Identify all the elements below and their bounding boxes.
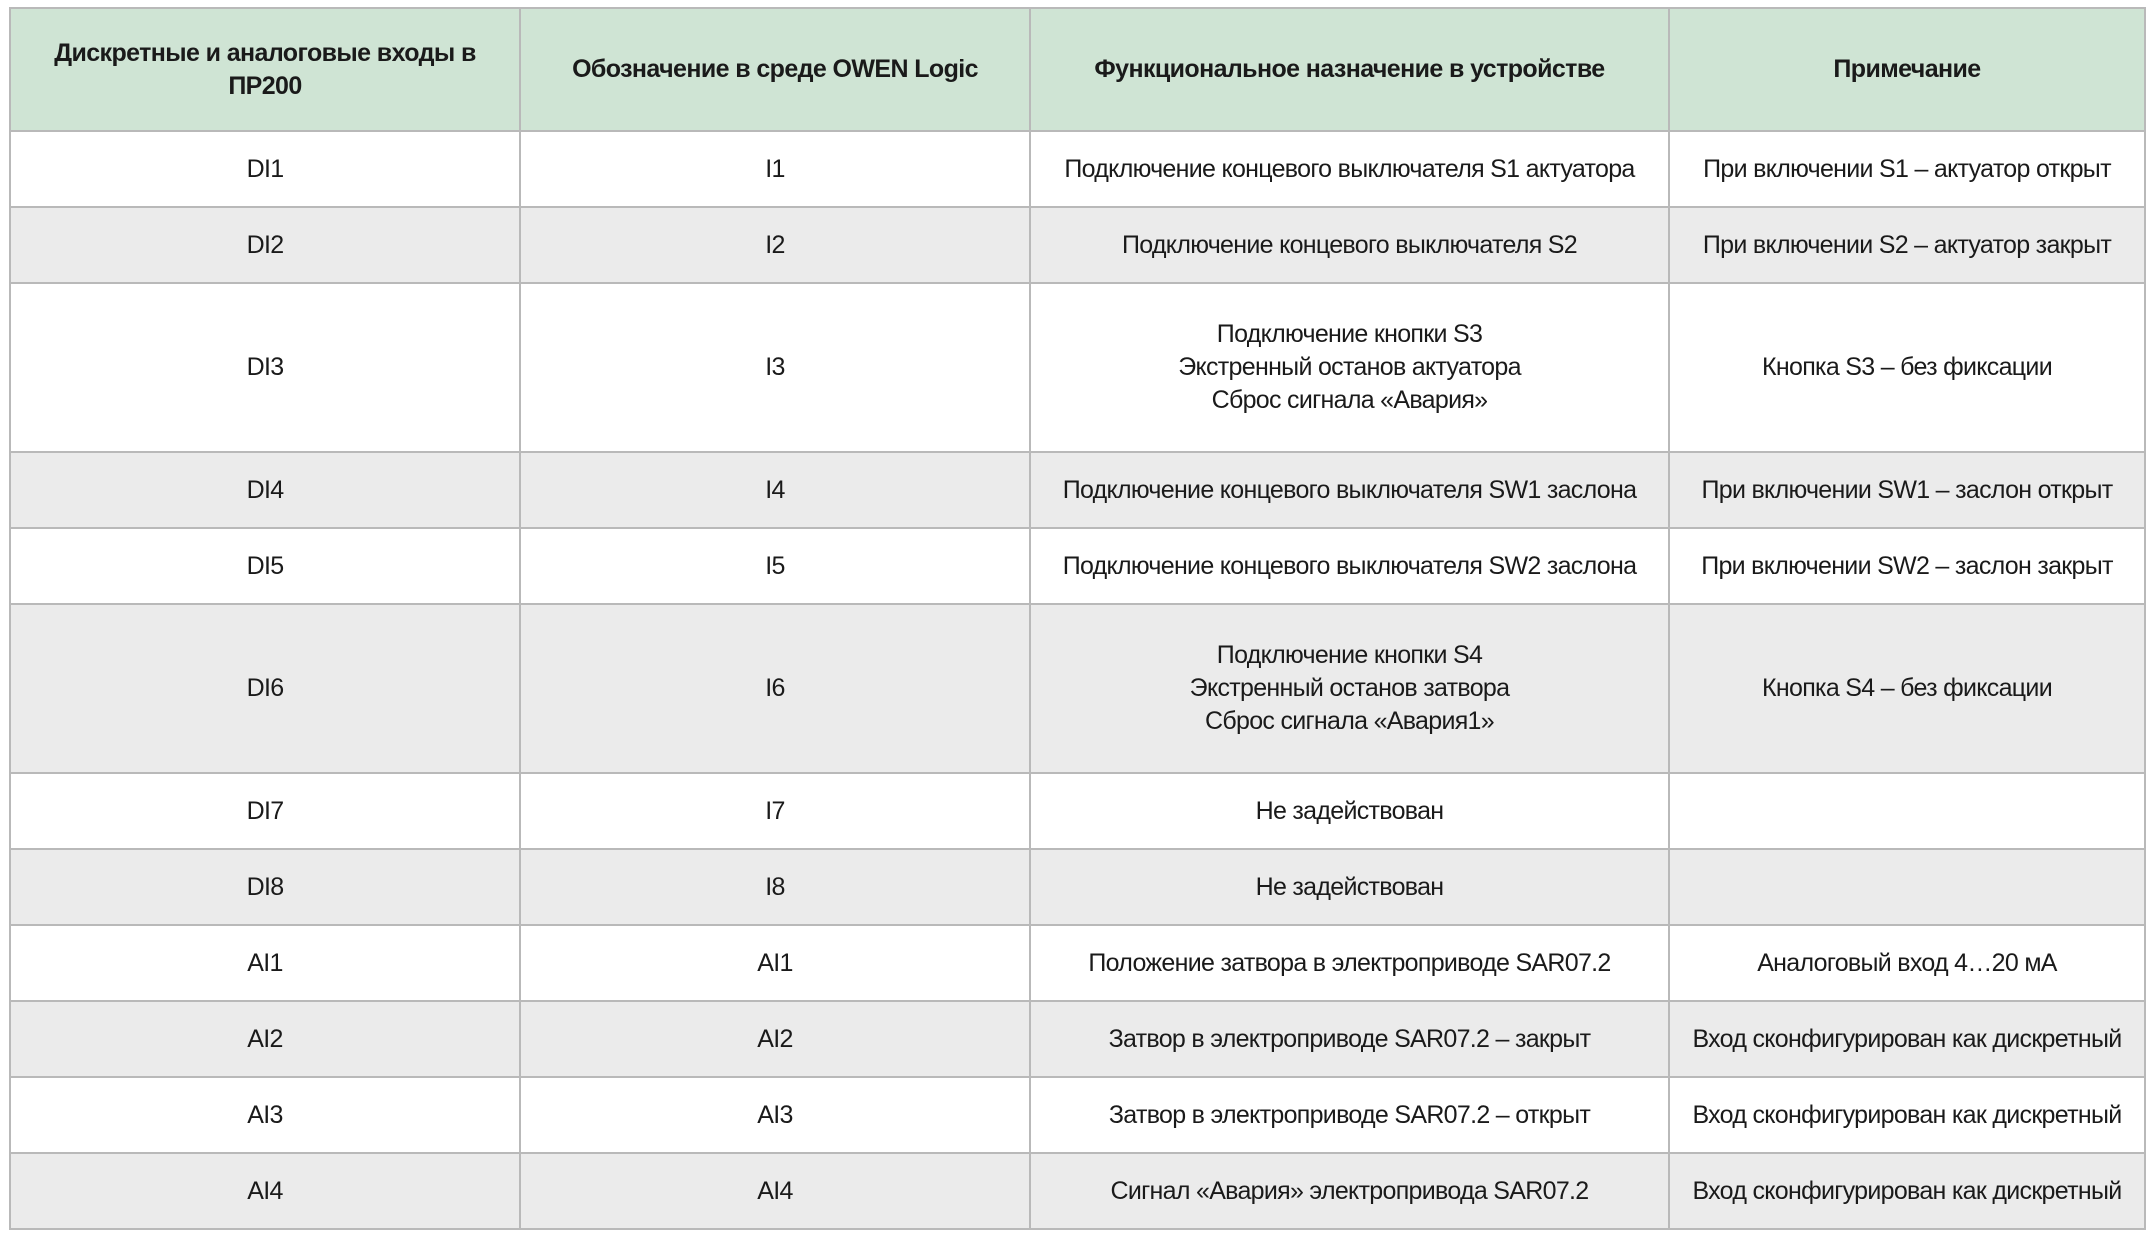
cell-input: DI4 (10, 452, 520, 528)
cell-note: Кнопка S3 – без фиксации (1669, 283, 2145, 452)
cell-owen-logic: AI1 (520, 925, 1030, 1001)
cell-input: DI3 (10, 283, 520, 452)
function-line: Подключение концевого выключателя SW2 заслона (1062, 551, 1637, 580)
function-line: Подключение концевого выключателя S1 актуатора (1064, 154, 1635, 183)
function-line: Подключение кнопки S4 (1216, 641, 1483, 669)
cell-function (1030, 773, 1669, 849)
function-line: Затвор в электроприводе SAR07.2 – закрыт (1108, 1024, 1591, 1053)
cell-input: AI3 (10, 1077, 520, 1153)
table-row (10, 528, 2145, 604)
cell-note (1669, 773, 2145, 849)
table-row (10, 452, 2145, 528)
cell-function (1030, 604, 1669, 773)
cell-note: При включении SW2 – заслон закрыт (1669, 528, 2145, 604)
cell-owen-logic: I3 (520, 283, 1030, 452)
io-assignment-table (9, 7, 2146, 1230)
function-line: Не задействован (1255, 872, 1444, 901)
table-row (10, 925, 2145, 1001)
cell-input: DI5 (10, 528, 520, 604)
cell-function (1030, 1077, 1669, 1153)
function-line: Сигнал «Авария» электропривода SAR07.2 (1110, 1176, 1589, 1205)
cell-owen-logic: I1 (520, 131, 1030, 207)
table-row (10, 1077, 2145, 1153)
cell-owen-logic: I8 (520, 849, 1030, 925)
cell-input: AI1 (10, 925, 520, 1001)
function-line: Сброс сигнала «Авария» (1211, 386, 1488, 414)
cell-owen-logic: I2 (520, 207, 1030, 283)
function-line: Не задействован (1255, 796, 1444, 825)
table-body (10, 131, 2145, 1229)
cell-owen-logic: I5 (520, 528, 1030, 604)
cell-function (1030, 452, 1669, 528)
header-note: Примечание (1669, 8, 2145, 131)
header-owen-logic: Обозначение в среде OWEN Logic (520, 8, 1030, 131)
cell-owen-logic: AI3 (520, 1077, 1030, 1153)
function-line: Подключение концевого выключателя S2 (1122, 230, 1577, 259)
cell-input: DI1 (10, 131, 520, 207)
cell-function (1030, 131, 1669, 207)
cell-function (1030, 207, 1669, 283)
function-line: Подключение кнопки S3 (1216, 320, 1483, 348)
function-line: Подключение концевого выключателя SW1 заслона (1062, 475, 1637, 504)
function-line: Экстренный останов актуатора (1178, 353, 1521, 381)
header-inputs: Дискретные и аналоговые входы в ПР200 (10, 8, 520, 131)
cell-function (1030, 528, 1669, 604)
cell-function (1030, 849, 1669, 925)
cell-note: Вход сконфигурирован как дискретный (1669, 1001, 2145, 1077)
function-line: Сброс сигнала «Авария1» (1205, 707, 1494, 735)
cell-owen-logic: AI4 (520, 1153, 1030, 1229)
table-row (10, 1001, 2145, 1077)
header-function: Функциональное назначение в устройстве (1030, 8, 1669, 131)
table-header (10, 8, 2145, 131)
cell-input: DI6 (10, 604, 520, 773)
table-row (10, 207, 2145, 283)
cell-note: Кнопка S4 – без фиксации (1669, 604, 2145, 773)
cell-note: Вход сконфигурирован как дискретный (1669, 1077, 2145, 1153)
cell-function (1030, 283, 1669, 452)
cell-note: При включении SW1 – заслон открыт (1669, 452, 2145, 528)
table-row (10, 773, 2145, 849)
cell-function (1030, 1153, 1669, 1229)
cell-note: При включении S1 – актуатор открыт (1669, 131, 2145, 207)
cell-input: DI7 (10, 773, 520, 849)
table-row (10, 131, 2145, 207)
cell-note: Аналоговый вход 4…20 мА (1669, 925, 2145, 1001)
cell-input: AI4 (10, 1153, 520, 1229)
table-row (10, 1153, 2145, 1229)
cell-owen-logic: I6 (520, 604, 1030, 773)
cell-owen-logic: AI2 (520, 1001, 1030, 1077)
function-line: Затвор в электроприводе SAR07.2 – открыт (1108, 1100, 1591, 1129)
cell-function (1030, 1001, 1669, 1077)
cell-function (1030, 925, 1669, 1001)
cell-note: При включении S2 – актуатор закрыт (1669, 207, 2145, 283)
header-row (10, 8, 2145, 131)
cell-owen-logic: I7 (520, 773, 1030, 849)
cell-input: DI2 (10, 207, 520, 283)
table-row (10, 604, 2145, 773)
table-row (10, 283, 2145, 452)
cell-note: Вход сконфигурирован как дискретный (1669, 1153, 2145, 1229)
cell-note (1669, 849, 2145, 925)
function-line: Положение затвора в электроприводе SAR07.2 (1088, 948, 1611, 977)
cell-input: AI2 (10, 1001, 520, 1077)
function-line: Экстренный останов затвора (1189, 674, 1510, 702)
table-row (10, 849, 2145, 925)
cell-owen-logic: I4 (520, 452, 1030, 528)
cell-input: DI8 (10, 849, 520, 925)
